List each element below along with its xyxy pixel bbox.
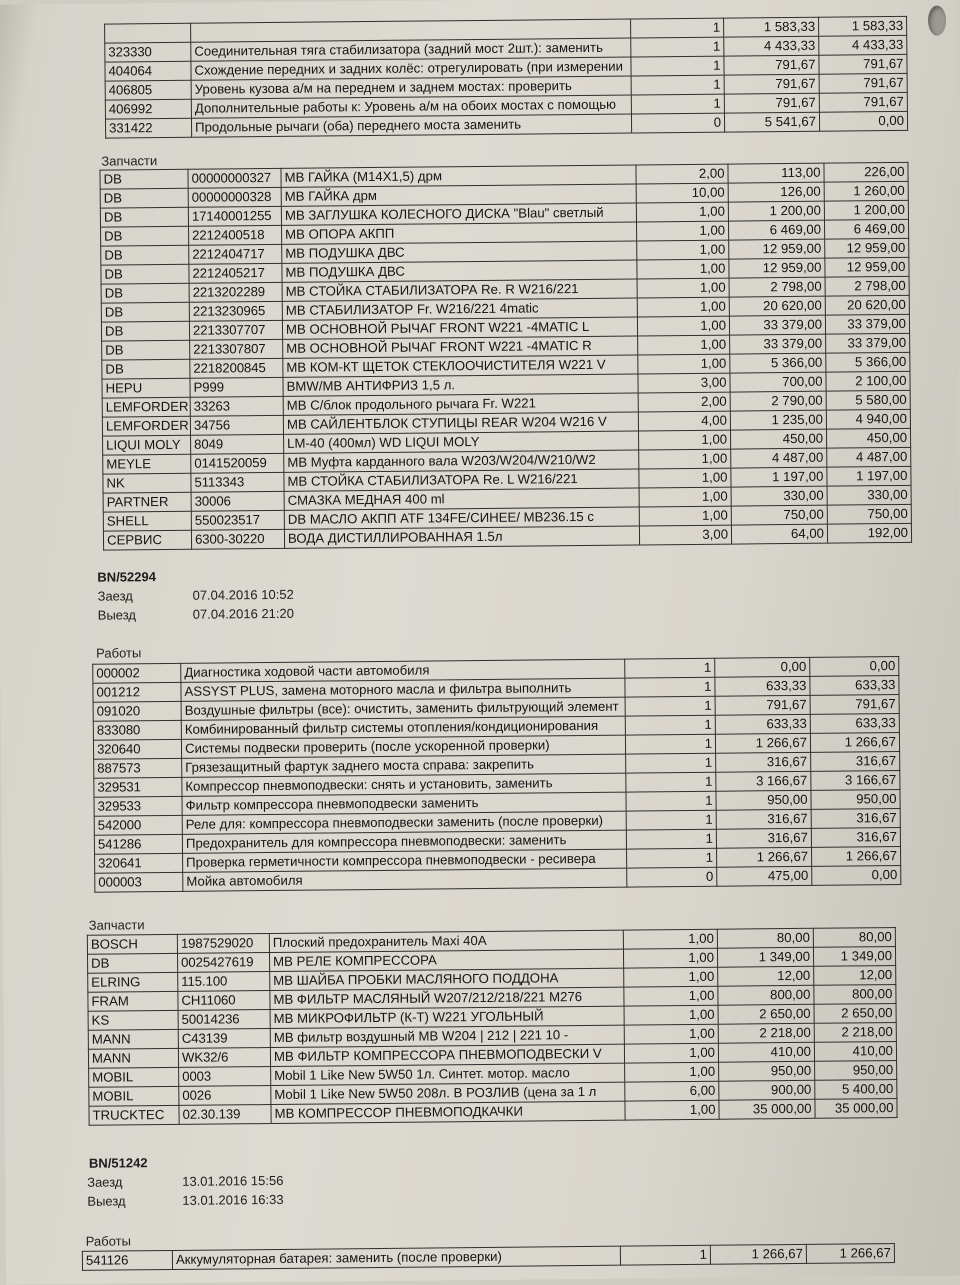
quantity-cell: 1 (620, 1245, 710, 1265)
brand-cell: DB (101, 302, 189, 322)
quantity-cell: 1,00 (638, 335, 730, 355)
price-cell: 900,00 (719, 1080, 815, 1100)
part-number-cell: 50014236 (178, 1010, 270, 1030)
work-name-cell: Фильтр компрессора пневмоподвески заменить (182, 792, 626, 815)
part-number-cell: 1987529020 (177, 934, 269, 954)
brand-cell: MANN (88, 1048, 178, 1068)
work-code-cell: 323330 (105, 42, 191, 62)
check-in-value: 07.04.2016 10:52 (192, 586, 294, 603)
brand-cell: PARTNER (103, 492, 191, 512)
brand-cell: LEMFORDER (102, 397, 190, 417)
sum-cell: 633,33 (810, 675, 899, 695)
quantity-cell: 1,00 (637, 259, 729, 279)
price-cell: 950,00 (716, 790, 811, 810)
check-in-row (97, 586, 397, 604)
description-cell: MB РЕЛЕ КОМПРЕССОРА (269, 949, 623, 971)
quantity-cell: 2,00 (638, 392, 730, 412)
sum-cell: 5 400,00 (815, 1080, 897, 1100)
binder-hole (928, 5, 946, 35)
sum-cell: 791,67 (819, 92, 907, 112)
brand-cell: HEPU (102, 378, 190, 398)
sum-cell: 410,00 (814, 1042, 896, 1062)
brand-cell: DB (101, 264, 189, 284)
quantity-cell: 1 (626, 753, 716, 773)
quantity-cell: 1 (631, 18, 724, 38)
sum-cell: 192,00 (827, 523, 911, 543)
price-cell: 1 266,67 (717, 847, 812, 867)
description-cell: Mobil 1 Like New 5W50 1л. Синтет. мотор. масло (271, 1063, 625, 1085)
part-number-cell: 115.100 (178, 972, 270, 992)
description-cell: MB Муфта карданного вала W203/W204/W210/W2 (284, 450, 639, 472)
work-code-cell: 833080 (93, 720, 181, 740)
price-cell: 316,67 (716, 752, 811, 772)
description-cell: MB ОСНОВНОЙ РЫЧАГ FRONT W221 -4MATIC L (282, 317, 637, 339)
sum-cell: 316,67 (811, 808, 900, 828)
brand-cell: DB (101, 226, 189, 246)
description-cell: СМАЗКА МЕДНАЯ 400 ml (284, 488, 639, 510)
quantity-cell: 1,00 (639, 487, 731, 507)
quantity-cell: 1,00 (623, 929, 717, 949)
work-name-cell: Диагностика ходовой части автомобиля (181, 659, 625, 682)
quantity-cell: 4,00 (638, 411, 730, 431)
work-code-cell: 000002 (93, 663, 181, 683)
work-name-cell: Реле для: компрессора пневмоподвески заменить (после проверки) (182, 811, 626, 834)
description-cell: MB КОМПРЕССОР ПНЕВМОПОДКАЧКИ (271, 1101, 625, 1123)
sum-cell: 1 349,00 (813, 947, 895, 967)
sum-cell: 4 487,00 (827, 447, 911, 467)
check-in-row-2 (87, 1172, 387, 1190)
sum-cell: 20 620,00 (825, 295, 909, 315)
sum-cell: 950,00 (811, 789, 900, 809)
quantity-cell: 1 (625, 677, 715, 697)
sum-cell: 35 000,00 (815, 1099, 897, 1119)
description-cell: MB ШАЙБА ПРОБКИ МАСЛЯНОГО ПОДДОНА (270, 968, 624, 990)
sum-cell: 791,67 (819, 54, 907, 74)
brand-cell: FRAM (88, 991, 178, 1011)
part-number-cell: 2213307807 (190, 339, 283, 359)
price-cell: 800,00 (718, 985, 814, 1005)
quantity-cell: 1 (625, 715, 715, 735)
work-code-cell: 404064 (105, 61, 191, 81)
quantity-cell: 1,00 (637, 240, 729, 260)
price-cell: 80,00 (717, 928, 813, 948)
brand-cell: NK (103, 473, 191, 493)
brand-cell: KS (88, 1010, 178, 1030)
brand-cell: DB (102, 359, 190, 379)
sum-cell: 12 959,00 (825, 238, 909, 258)
description-cell: MB ПОДУШКА ДВС (282, 241, 637, 263)
price-cell: 1 197,00 (731, 467, 827, 487)
sum-cell: 5 366,00 (826, 352, 910, 372)
description-cell: BMW/MB АНТИФРИЗ 1,5 л. (283, 374, 638, 396)
quantity-cell: 1,00 (636, 202, 728, 222)
part-number-cell: 33263 (190, 396, 283, 416)
brand-cell: DB (101, 321, 189, 341)
parts-table-2 (87, 927, 898, 1126)
description-cell: MB С/блок продольного рычага Fr. W221 (283, 393, 638, 415)
quantity-cell: 1,00 (624, 1043, 718, 1063)
quantity-cell: 1,00 (624, 1024, 718, 1044)
quantity-cell: 1 (625, 696, 715, 716)
quantity-cell: 1,00 (639, 449, 731, 469)
work-name-cell: Дополнительные работы к: Уровень а/м на обоих мостах с помощью (191, 95, 631, 118)
quantity-cell: 10,00 (636, 183, 728, 203)
price-cell: 1 266,67 (710, 1244, 806, 1264)
work-name-cell: Соединительная тяга стабилизатора (задний мост 2шт.): заменить (191, 38, 631, 61)
brand-cell: DB (100, 169, 188, 189)
quantity-cell: 1 (631, 56, 724, 76)
quantity-cell: 6,00 (625, 1081, 719, 1101)
price-cell: 750,00 (731, 505, 827, 525)
check-out-row (98, 605, 398, 623)
quantity-cell: 1 (631, 75, 724, 95)
quantity-cell: 0 (627, 867, 717, 887)
quantity-cell: 1 (626, 791, 716, 811)
quantity-cell: 1,00 (623, 948, 717, 968)
sum-cell: 0,00 (819, 111, 907, 131)
brand-cell: TRUCKTEC (89, 1105, 179, 1125)
check-in-value-2: 13.01.2016 15:56 (182, 1172, 284, 1189)
part-number-cell: P999 (190, 377, 283, 397)
description-cell: MB СТОЙКА СТАБИЛИЗАТОРА Re. R W216/221 (282, 279, 637, 301)
part-number-cell: 17140001255 (188, 206, 281, 226)
description-cell: MB ГАЙКА (M14X1,5) дрм (281, 165, 636, 187)
description-cell: MB ПОДУШКА ДВС (282, 260, 637, 282)
price-cell: 5 366,00 (730, 353, 826, 373)
price-cell: 12 959,00 (729, 239, 825, 259)
quantity-cell: 1 (631, 37, 724, 57)
work-name-cell: Мойка автомобиля (183, 868, 627, 891)
sum-cell: 226,00 (824, 162, 908, 182)
works-table-continued (104, 16, 908, 139)
quantity-cell: 1 (626, 772, 716, 792)
sum-cell: 1 266,67 (810, 732, 899, 752)
work-code-cell: 331422 (105, 118, 191, 138)
price-cell: 316,67 (716, 809, 811, 829)
description-cell: MB ФИЛЬТР КОМПРЕССОРА ПНЕВМОПОДВЕСКИ V (270, 1044, 624, 1066)
sum-cell: 316,67 (811, 751, 900, 771)
sum-cell: 1 266,67 (812, 846, 901, 866)
price-cell: 20 620,00 (729, 296, 825, 316)
description-cell: MB ФИЛЬТР МАСЛЯНЫЙ W207/212/218/221 M276 (270, 987, 624, 1009)
quantity-cell: 2,00 (636, 164, 728, 184)
quantity-cell: 1 (626, 829, 716, 849)
description-cell: MB МИКРОФИЛЬТР (К-Т) W221 УГОЛЬНЫЙ (270, 1006, 624, 1028)
brand-cell: LIQUI MOLY (103, 435, 191, 455)
work-name-cell: ASSYST PLUS, замена моторного масла и фильтра выполнить (181, 678, 625, 701)
sum-cell: 2 218,00 (814, 1023, 896, 1043)
price-cell: 126,00 (728, 182, 824, 202)
description-cell: MB ОПОРА АКПП (282, 222, 637, 244)
brand-cell: DB (102, 340, 190, 360)
quantity-cell: 1,00 (625, 1100, 719, 1120)
work-code-cell: 320640 (93, 739, 181, 759)
work-name-cell: Уровень кузова а/м на переднем и заднем мостах: проверить (191, 76, 631, 99)
price-cell: 5 541,67 (724, 112, 819, 132)
sum-cell: 1 260,00 (824, 181, 908, 201)
work-name-cell: Грязезащитный фартук заднего моста справа: закрепить (182, 754, 626, 777)
part-number-cell: 2213202289 (189, 282, 282, 302)
part-number-cell: 0003 (179, 1067, 271, 1087)
work-code-cell: 542000 (94, 815, 182, 835)
quantity-cell: 1,00 (625, 1062, 719, 1082)
price-cell: 2 650,00 (718, 1004, 814, 1024)
brand-cell: DB (87, 953, 177, 973)
sum-cell: 330,00 (827, 485, 911, 505)
work-code-cell: 541126 (82, 1250, 172, 1270)
brand-cell: BOSCH (87, 934, 177, 954)
work-code-cell: 001212 (93, 682, 181, 702)
sum-cell: 33 379,00 (826, 333, 910, 353)
price-cell: 33 379,00 (729, 315, 825, 335)
sum-cell: 6 469,00 (824, 219, 908, 239)
quantity-cell: 1,00 (624, 967, 718, 987)
check-in-label-2: Заезд (87, 1174, 123, 1190)
sum-cell: 0,00 (812, 865, 901, 885)
price-cell: 6 469,00 (728, 220, 824, 240)
description-cell: MB СТАБИЛИЗАТОР Fr. W216/221 4matic (282, 298, 637, 320)
sum-cell: 12 959,00 (825, 257, 909, 277)
price-cell: 475,00 (717, 866, 812, 886)
part-number-cell: 2212404717 (189, 244, 282, 264)
check-out-row-2 (87, 1191, 387, 1209)
works-section-label-3: Работы (85, 1233, 131, 1249)
price-cell: 12 959,00 (729, 258, 825, 278)
works-section-label: Работы (96, 645, 142, 661)
work-name-cell: Аккумуляторная батарея: заменить (после проверки) (172, 1246, 620, 1269)
part-number-cell: 6300-30220 (191, 529, 284, 549)
work-code-cell (105, 23, 191, 43)
price-cell: 330,00 (731, 486, 827, 506)
check-out-value-2: 13.01.2016 16:33 (182, 1191, 284, 1208)
work-code-cell: 320641 (95, 853, 183, 873)
quantity-cell: 1,00 (636, 221, 728, 241)
work-name-cell: Предохранитель для компрессора пневмоподвески: заменить (182, 830, 626, 853)
part-number-cell: CH11060 (178, 991, 270, 1011)
part-number-cell: 0025427619 (177, 953, 269, 973)
work-name-cell: Схождение передних и задних колёс: отрегулировать (при измерении (191, 57, 631, 80)
price-cell: 633,33 (715, 714, 810, 734)
quantity-cell: 1,00 (637, 278, 729, 298)
quantity-cell: 1,00 (637, 316, 729, 336)
works-table-2 (92, 656, 901, 893)
sum-cell: 791,67 (819, 73, 907, 93)
work-code-cell: 887573 (94, 758, 182, 778)
sum-cell: 3 166,67 (811, 770, 900, 790)
work-name-cell: Воздушные фильтры (все): очистить, заменить фильтрующий элемент (181, 697, 625, 720)
sum-cell: 791,67 (810, 694, 899, 714)
part-number-cell: 02.30.139 (179, 1105, 271, 1125)
description-cell: Плоский предохранитель Maxi 40A (269, 930, 623, 952)
price-cell: 950,00 (719, 1061, 815, 1081)
brand-cell: ELRING (88, 972, 178, 992)
quantity-cell: 3,00 (638, 373, 730, 393)
part-number-cell: WK32/6 (178, 1048, 270, 1068)
check-out-label: Выезд (97, 607, 137, 623)
part-number-cell: 8049 (191, 434, 284, 454)
sum-cell: 4 940,00 (826, 409, 910, 429)
brand-cell: DB (101, 283, 189, 303)
description-cell: MB ЗАГЛУШКА КОЛЕСНОГО ДИСКА "Blau" светлый (281, 203, 636, 225)
sum-cell: 2 650,00 (814, 1004, 896, 1024)
part-number-cell: 34756 (190, 415, 283, 435)
work-name-cell: Системы подвески проверить (после ускоренной проверки) (181, 735, 625, 758)
sum-cell: 4 433,33 (819, 35, 907, 55)
price-cell: 791,67 (724, 74, 819, 94)
quantity-cell: 1,00 (639, 506, 731, 526)
price-cell: 2 790,00 (730, 391, 826, 411)
work-name-cell: Проверка герметичности компрессора пневмоподвески - ресивера (183, 849, 627, 872)
price-cell: 113,00 (728, 163, 824, 183)
works-table-3 (82, 1243, 895, 1271)
brand-cell: СЕРВИС (103, 530, 191, 550)
part-number-cell: 2212400518 (189, 225, 282, 245)
price-cell: 791,67 (724, 93, 819, 113)
sum-cell: 5 580,00 (826, 390, 910, 410)
price-cell: 35 000,00 (719, 1099, 815, 1119)
work-name-cell: Комбинированный фильтр системы отопления/кондиционирования (181, 716, 625, 739)
sum-cell: 316,67 (811, 827, 900, 847)
price-cell: 1 200,00 (728, 201, 824, 221)
brand-cell: LEMFORDER (102, 416, 190, 436)
parts-table-1 (99, 162, 912, 551)
quantity-cell: 1,00 (639, 430, 731, 450)
price-cell: 791,67 (715, 695, 810, 715)
sum-cell: 750,00 (827, 504, 911, 524)
part-number-cell: 5113343 (191, 472, 284, 492)
price-cell: 12,00 (718, 966, 814, 986)
price-cell: 1 235,00 (730, 410, 826, 430)
brand-cell: MOBIL (89, 1067, 179, 1087)
description-cell: MB фильтр воздушный MB W204 | 212 | 221 10 - (270, 1025, 624, 1047)
price-cell: 633,33 (715, 676, 810, 696)
description-cell: ВОДА ДИСТИЛЛИРОВАННАЯ 1.5л (284, 526, 639, 548)
quantity-cell: 1,00 (638, 354, 730, 374)
parts-section-label: Запчасти (101, 153, 158, 169)
part-number-cell: C43139 (178, 1029, 270, 1049)
visit-id: BN/52294 (97, 569, 156, 585)
price-cell: 1 349,00 (717, 947, 813, 967)
price-cell: 3 166,67 (716, 771, 811, 791)
brand-cell: DB (100, 188, 188, 208)
quantity-cell: 3,00 (639, 525, 731, 545)
brand-cell: DB (101, 245, 189, 265)
visit-id-2: BN/51242 (88, 1155, 148, 1171)
sum-cell: 1 583,33 (819, 16, 907, 36)
work-code-cell: 000003 (95, 872, 183, 892)
part-number-cell: 2218200845 (190, 358, 283, 378)
quantity-cell: 1 (631, 94, 724, 114)
description-cell: MB САЙЛЕНТБЛОК СТУПИЦЫ REAR W204 W216 V (283, 412, 638, 434)
price-cell: 0,00 (715, 657, 810, 677)
sum-cell: 12,00 (814, 966, 896, 986)
sum-cell: 2 798,00 (825, 276, 909, 296)
work-name-cell: Компрессор пневмоподвески: снять и установить, заменить (182, 773, 626, 796)
part-number-cell: 0141520059 (191, 453, 284, 473)
quantity-cell: 1,00 (639, 468, 731, 488)
price-cell: 4 433,33 (724, 36, 819, 56)
price-cell: 791,67 (724, 55, 819, 75)
quantity-cell: 1,00 (624, 1005, 718, 1025)
sum-cell: 633,33 (810, 713, 899, 733)
part-number-cell: 550023517 (191, 510, 284, 530)
quantity-cell: 1,00 (624, 986, 718, 1006)
price-cell: 700,00 (730, 372, 826, 392)
price-cell: 4 487,00 (731, 448, 827, 468)
part-number-cell: 0026 (179, 1086, 271, 1106)
sum-cell: 1 266,67 (806, 1244, 894, 1264)
check-out-label-2: Выезд (87, 1193, 126, 1209)
sum-cell: 950,00 (815, 1061, 897, 1081)
description-cell: LM-40 (400мл) WD LIQUI MOLY (284, 431, 639, 453)
price-cell: 450,00 (730, 429, 826, 449)
price-cell: 64,00 (731, 524, 827, 544)
work-code-cell: 406992 (105, 99, 191, 119)
price-cell: 316,67 (716, 828, 811, 848)
quantity-cell: 1,00 (637, 297, 729, 317)
check-out-value: 07.04.2016 21:20 (192, 605, 295, 622)
table-row (82, 1244, 894, 1271)
sum-cell: 33 379,00 (825, 314, 909, 334)
brand-cell: MANN (88, 1029, 178, 1049)
description-cell: MB СТОЙКА СТАБИЛИЗАТОРА Re. L W216/221 (284, 469, 639, 491)
work-code-cell: 541286 (94, 834, 182, 854)
description-cell: MB КОМ-КТ ЩЕТОК СТЕКЛООЧИСТИТЕЛЯ W221 V (283, 355, 638, 377)
sum-cell: 1 200,00 (824, 200, 908, 220)
work-code-cell: 091020 (93, 701, 181, 721)
price-cell: 410,00 (718, 1042, 814, 1062)
price-cell: 33 379,00 (730, 334, 826, 354)
brand-cell: DB (100, 207, 188, 227)
work-name-cell: Продольные рычаги (оба) переднего моста заменить (191, 114, 631, 137)
sum-cell: 450,00 (826, 428, 910, 448)
parts-section-label-2: Запчасти (88, 917, 145, 933)
part-number-cell: 2213307707 (189, 320, 282, 340)
brand-cell: SHELL (103, 511, 191, 531)
quantity-cell: 1 (626, 810, 716, 830)
price-cell: 2 218,00 (718, 1023, 814, 1043)
sum-cell: 2 100,00 (826, 371, 910, 391)
brand-cell: MEYLE (103, 454, 191, 474)
work-code-cell: 329533 (94, 796, 182, 816)
part-number-cell: 30006 (191, 491, 284, 511)
part-number-cell: 00000000327 (188, 168, 281, 188)
sum-cell: 80,00 (813, 928, 895, 948)
check-in-label: Заезд (97, 588, 133, 604)
description-cell: Mobil 1 Like New 5W50 208л. В РОЗЛИВ (цена за 1 л (271, 1082, 625, 1104)
part-number-cell: 00000000328 (188, 187, 281, 207)
sum-cell: 800,00 (814, 985, 896, 1005)
part-number-cell: 2212405217 (189, 263, 282, 283)
part-number-cell: 2213230965 (189, 301, 282, 321)
description-cell: DB МАСЛО АКПП ATF 134FE/СИНЕЕ/ MB236.15 c (284, 507, 639, 529)
quantity-cell: 0 (631, 113, 724, 133)
sum-cell: 1 197,00 (827, 466, 911, 486)
price-cell: 2 798,00 (729, 277, 825, 297)
price-cell: 1 583,33 (724, 17, 819, 37)
quantity-cell: 1 (625, 658, 715, 678)
description-cell: MB ГАЙКА дрм (281, 184, 636, 206)
price-cell: 1 266,67 (715, 733, 810, 753)
quantity-cell: 1 (625, 734, 715, 754)
brand-cell: MOBIL (89, 1086, 179, 1106)
work-code-cell: 329531 (94, 777, 182, 797)
description-cell: MB ОСНОВНОЙ РЫЧАГ FRONT W221 -4MATIC R (283, 336, 638, 358)
sum-cell: 0,00 (810, 656, 899, 676)
work-code-cell: 406805 (105, 80, 191, 100)
quantity-cell: 1 (627, 848, 717, 868)
